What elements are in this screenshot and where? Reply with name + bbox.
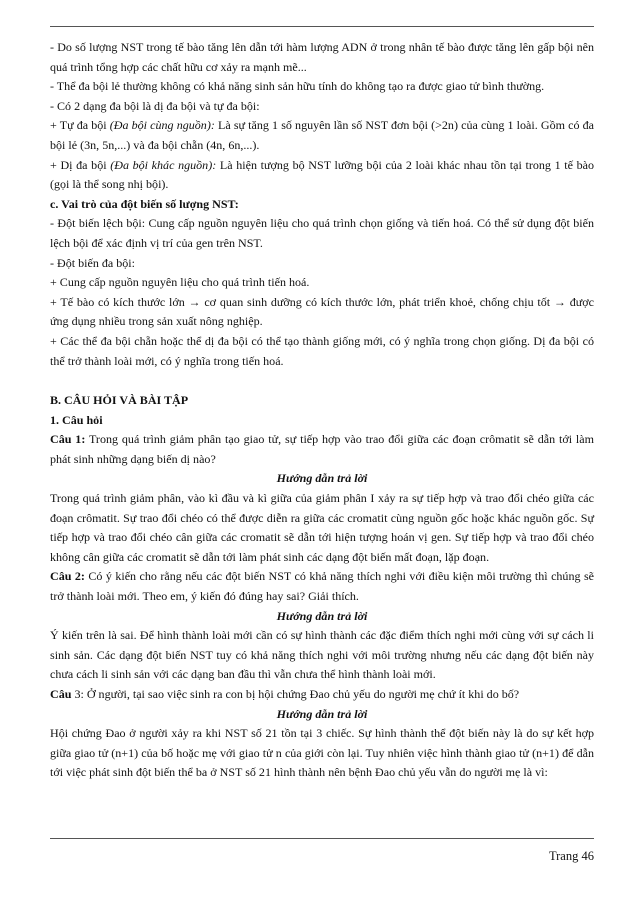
text-run: Là hiện tượng bộ NST lưỡng bội của 2 loài khác nhau tồn tại trong 1 tế bào (gọi là thể song nhị bội). bbox=[50, 157, 594, 192]
question-text: Trong quá trình giảm phân tạo giao tử, sự tiếp hợp vào trao đổi giữa các đoạn crômatit sẽ dẫn tới làm phát sinh những dạng biến dị nào? bbox=[50, 432, 594, 466]
subsection-heading: 1. Câu hỏi bbox=[50, 412, 103, 427]
paragraph: - Do số lượng NST trong tế bào tăng lên dẫn tới hàm lượng ADN ở trong nhân tế bào được tăng lên gấp bội nên quá trình tổng hợp các chất hữu cơ xảy ra mạnh mẽ... bbox=[50, 40, 594, 74]
question-2 bbox=[50, 567, 594, 606]
page-number: Trang 46 bbox=[548, 849, 594, 863]
question-label: Câu 2: bbox=[50, 569, 85, 584]
header-rule bbox=[50, 26, 594, 27]
paragraph: - Thể đa bội lẻ thường không có khả năng sinh sản hữu tính do không tạo ra được giao tử bình thường. bbox=[50, 79, 545, 94]
answer-3: Hội chứng Đao ở người xảy ra khi NST số 21 tồn tại 3 chiếc. Sự hình thành thể đột biến này là do sự kết hợp giữa giao tử (n+1) của bố hoặc mẹ với giao tử n của giới còn lại. Tuy nhiên việc hình thành giao tử (n+1) để dẫn tới việc phát sinh đột biến thể ba ở NST số 21 hình thành nên bệnh Đao chủ yếu vẫn do người mẹ là vì: bbox=[50, 726, 594, 780]
section-heading-b: B. CÂU HỎI VÀ BÀI TẬP bbox=[50, 393, 189, 408]
paragraph: + Các thể đa bội chẵn hoặc thể dị đa bội có thể tạo thành giống mới, có ý nghĩa trong chọn giống. Dị đa bội có thể trở thành loài mới, có ý nghĩa trong tiến hoá. bbox=[50, 333, 594, 368]
question-text: Có ý kiến cho rằng nếu các đột biến NST có khả năng thích nghi với điều kiện môi trường thì chúng sẽ trở thành loài mới. Theo em, ý kiến đó đúng hay sai? Giải thích. bbox=[50, 569, 594, 604]
answer-guide-heading: Hướng dẫn trả lời bbox=[276, 608, 368, 623]
answer-guide-heading: Hướng dẫn trả lời bbox=[276, 471, 368, 486]
text-run: + Dị đa bội bbox=[50, 157, 111, 172]
italic-term: (Đa bội khác nguồn): bbox=[110, 157, 217, 172]
answer-2: Ý kiến trên là sai. Để hình thành loài mới cần có sự hình thành các đặc điểm thích nghi mới cùng với sự cách li sinh sản. Các dạng đột biến NST tuy có khả năng thích nghi với môi trường nhưng nếu các dạng đột biến này chưa cách li sinh sản với các dạng ban đầu thì vẫn chưa thể hình thành loài mới. bbox=[50, 628, 594, 682]
question-label: Câu bbox=[50, 687, 72, 701]
italic-term: (Đa bội cùng nguồn): bbox=[109, 118, 215, 133]
text-run: + Tự đa bội bbox=[50, 118, 110, 133]
paragraph: + Tế bào có kích thước lớn → cơ quan sinh dưỡng có kích thước lớn, phát triển khoẻ, chống chịu tốt → được ứng dụng nhiều trong sản xuất nông nghiệp. bbox=[50, 294, 594, 329]
footer-rule bbox=[50, 838, 594, 839]
question-label: Câu 1: bbox=[50, 432, 86, 447]
question-text: 3: Ở người, tại sao việc sinh ra con bị hội chứng Đao chủ yếu do người mẹ chứ ít khi do bố? bbox=[71, 687, 520, 701]
answer-1: Trong quá trình giảm phân, vào kì đầu và kì giữa của giảm phân I xảy ra sự tiếp hợp và trao đổi chéo giữa các đoạn crômatit. Sự trao đổi chéo có thể được diễn ra giữa các cromatit cùng nguồn gốc hoặc khác nguồn gốc. Sự tiếp hợp và trao đổi chéo cân giữa các cromatit sẽ dẫn tới hiện tượng hoán vị gen. Sự tiếp hợp và trao đổi chéo không cân giữa các cromatit sẽ dẫn tới làm phát sinh các dạng đột biến mất đoạn, lặp đoạn. bbox=[50, 491, 594, 564]
paragraph: + Cung cấp nguồn nguyên liệu cho quá trình tiến hoá. bbox=[50, 275, 310, 290]
paragraph: - Đột biến lệch bội: Cung cấp nguồn nguyên liệu cho quá trình chọn giống và tiến hoá. Có thể sử dụng đột biến lệch bội để xác định vị trí của gen trên NST. bbox=[50, 216, 594, 250]
paragraph: - Đột biến đa bội: bbox=[50, 255, 135, 270]
text-run: Là sự tăng 1 số nguyên lần số NST đơn bội (>2n) của cùng 1 loài. Gồm có đa bội lẻ (3n, 5n,...) và đa bội chẵn (4n, 6n,...). bbox=[50, 118, 594, 152]
question-1 bbox=[50, 430, 594, 469]
spacer bbox=[50, 371, 594, 391]
question-3 bbox=[50, 685, 594, 705]
paragraph: - Có 2 dạng đa bội là dị đa bội và tự đa bội: bbox=[50, 98, 260, 113]
page-body bbox=[50, 38, 594, 783]
paragraph-allo-polyploid bbox=[50, 156, 594, 195]
section-heading-c: c. Vai trò của đột biến số lượng NST: bbox=[50, 196, 239, 211]
paragraph-auto-polyploid bbox=[50, 116, 594, 155]
answer-guide-heading: Hướng dẫn trả lời bbox=[276, 706, 368, 721]
